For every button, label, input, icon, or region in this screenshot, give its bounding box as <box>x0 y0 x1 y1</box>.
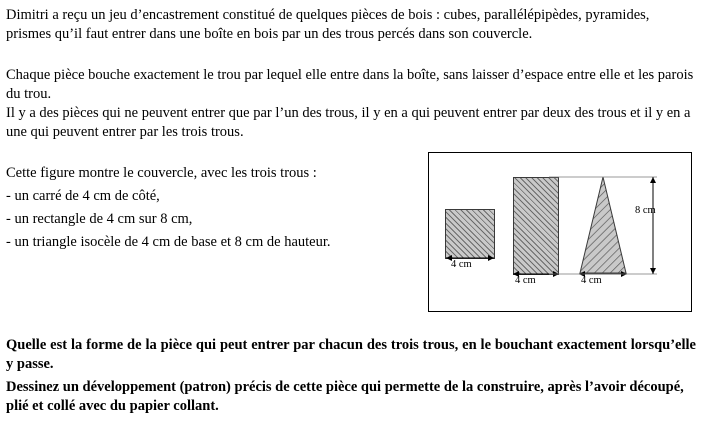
rectangle-dimension-label: 4 cm <box>515 275 536 286</box>
figure-description-item-3: - un triangle isocèle de 4 cm de base et 8 cm de hauteur. <box>6 234 331 250</box>
figure-description-lead: Cette figure montre le couvercle, avec les trois trous : <box>6 165 317 181</box>
square-dimension-label: 4 cm <box>451 259 472 270</box>
lid-figure <box>428 152 692 312</box>
paragraph-2: Chaque pièce bouche exactement le trou par lequel elle entre dans la boîte, sans laisser d’espace entre elle et les parois du trou. <box>6 67 694 102</box>
figure-description <box>6 162 416 254</box>
figure-description-item-2: - un rectangle de 4 cm sur 8 cm, <box>6 211 193 227</box>
triangle-height-dimension-arrow <box>549 171 661 279</box>
paragraph-1: Dimitri a reçu un jeu d’encastrement constitué de quelques pièces de bois : cubes, parallélépipèdes, pyramides, prismes qu’il faut entrer dans une boîte en bois par un des trous percés dans son couvercle. <box>6 7 650 42</box>
paragraph-3: Il y a des pièces qui ne peuvent entrer que par l’un des trous, il y en a qui peuvent entrer par deux des trous et il y en a une qui peuvent entrer par les trois trous. <box>6 105 691 140</box>
triangle-height-dimension-label: 8 cm <box>635 205 656 216</box>
figure-description-item-1: - un carré de 4 cm de côté, <box>6 188 160 204</box>
triangle-base-dimension-label: 4 cm <box>581 275 602 286</box>
square-hole-shape <box>445 209 495 259</box>
question-2: Dessinez un développement (patron) précis de cette pièce qui permette de la construire, après l’avoir découpé, plié et collé avec du papier collant. <box>6 379 684 414</box>
question-1: Quelle est la forme de la pièce qui peut entrer par chacun des trois trous, en le bouchant exactement lorsqu’elle y passe. <box>6 337 696 372</box>
